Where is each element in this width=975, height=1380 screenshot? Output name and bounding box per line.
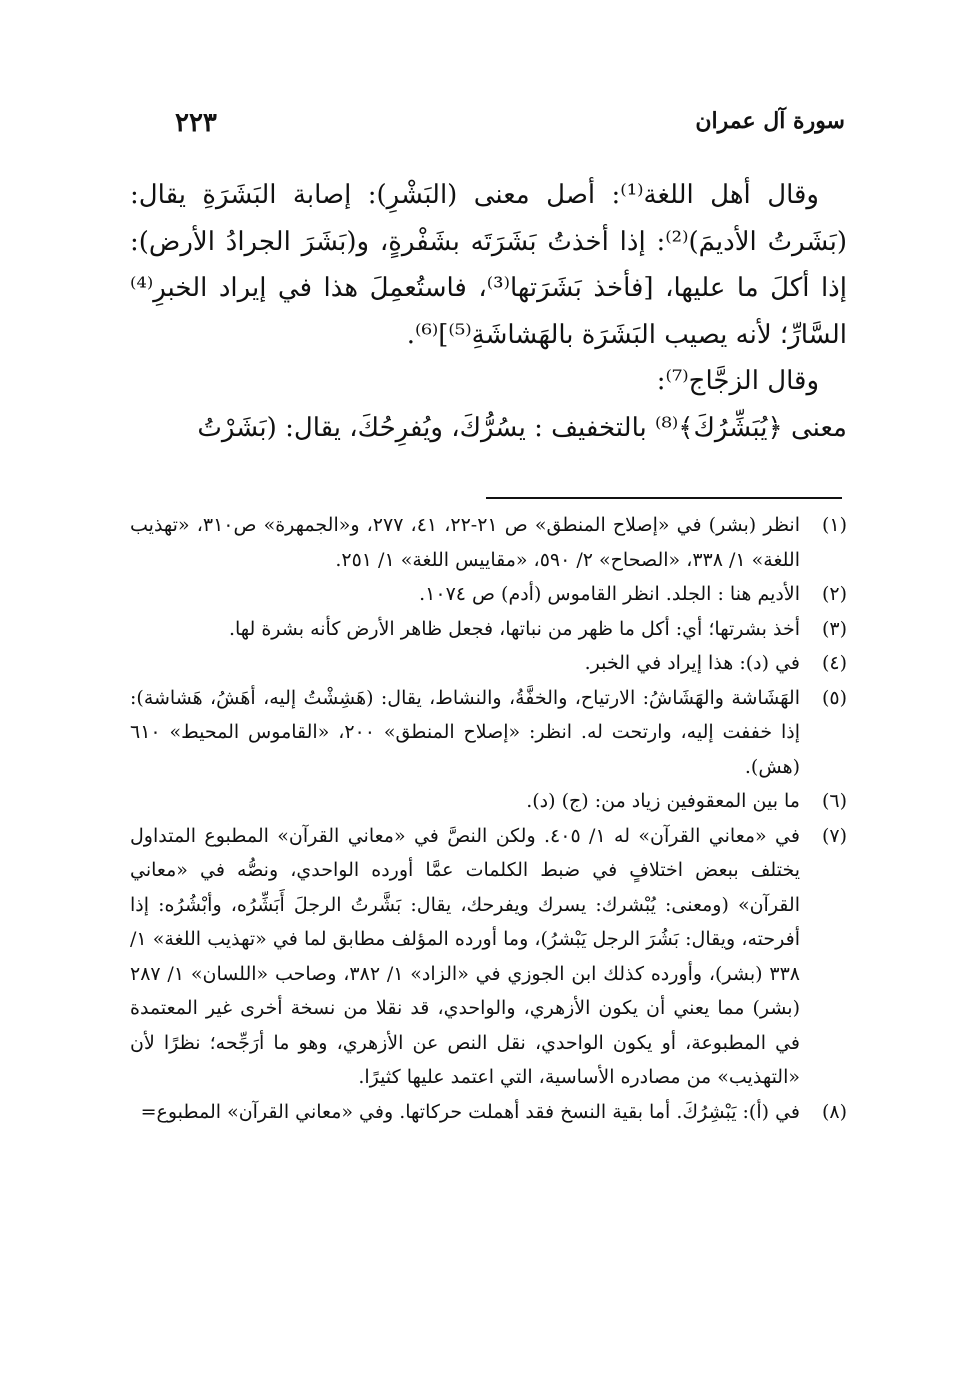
footnote-text: في (أ): يَبْشِرُكَ. أما بقية النسخ فقد أهملت حركاتها. وفي «معاني القرآن» المطبوع= [140,1100,800,1123]
footnote-text: الهَشَاشة والهَشَاشُ: الارتياح، والخفَّةُ، والنشاط، يقال: (هَشِشْتُ إليه، أهَشُ، هَشاشة): إذا خففت إليه، وارتحت له. انظر: «إصلاح المنطق» ٢٠٠، «القاموس المحيط» ٦١٠ (هش). [130,686,800,778]
footnote-number: (٨) [821,1100,847,1123]
footnote-text: انظر (بشر) في «إصلاح المنطق» ص ٢١-٢٢، ٤١، ٢٧٧، و«الجمهرة» ص٣١٠، «تهذيب اللغة» ١/ ٣٣٨، «الصحاح» ٢/ ٥٩٠، «مقاييس اللغة» ١/ ٢٥١. [130,514,800,571]
footnote-number: (٧) [821,824,847,847]
footnote-number: (٣) [821,617,847,640]
main-paragraph: وقال الزجَّاج⁽⁷⁾: [656,366,819,396]
footnote-text: الأديم هنا : الجلد. انظر القاموس (أدم) ص ١٠٧٤. [419,583,800,605]
footnote-text: في (د): هذا إيراد في الخبر. [584,652,800,674]
footnote-divider [486,497,842,499]
surah-title: سورة آل عمران [695,108,845,134]
footnote-number: (١) [821,514,847,536]
footnote [130,681,847,785]
footnotes [130,508,847,1129]
footnote [130,1095,847,1130]
footnote-number: (٢) [821,583,847,605]
footnote-number: (٤) [821,652,847,674]
footnote-number: (٦) [821,790,847,812]
page-header [130,108,845,148]
footnote-text: في «معاني القرآن» له ١/ ٤٠٥. ولكن النصَّ في «معاني القرآن» المطبوع المتداول يختلف ببعض اختلافٍ في ضبط الكلمات عمَّا أورده الواحدي، ونصُّه في «معاني القرآن» (ومعنى: يُبْشرك: يسرك ويفرحك، يقال: بَشَّرتُ الرجلَ أَبَشِّرُه، وأبْشُرُه: إذا أفرحته، ويقال: بَشُرَ الرجل يَبْشرُ)، وما أورده المؤلف مطابق لما في «تهذيب اللغة» ١/ ٣٣٨ (بشر)، وأورده كذلك ابن الجوزي في «الزاد» ١/ ٣٨٢، وصاحب «اللسان» ١/ ٢٨٧ (بشر) مما يعني أن يكون الأزهري، والواحدي، قد نقلا من نسخة أخرى غير المعتمدة في المطبوعة، أو يكون الواحدي، نقل النص عن الأزهري، وهو ما أرَجِّحه؛ نظرًا لأن «التهذيب» من مصادره الأساسية، التي اعتمد عليها كثيرًا. [130,824,800,1088]
footnote [130,819,847,1095]
footnote [130,612,847,647]
footnote [130,508,847,577]
footnote-number: (٥) [821,686,847,709]
footnote-text: ما بين المعقوفين زياد من: (ج) (د). [526,790,800,812]
main-paragraph: وقال أهل اللغة⁽¹⁾: أصل معنى (البَشْرِ): إصابة البَشَرَةِ يقال: (بَشَرتُ الأديمَ)⁽²⁾: إذا أخذتُ بَشَرَتَه بشَفْرةٍ، و(بَشَرَ الجرادُ الأرض): إذا أكلَ ما عليها، [فأخذ بَشَرَتها⁽³⁾، فاستُعمِلَ هذا في إيراد الخبرِ⁽⁴⁾ السَّارِّ؛ لأنه يصيب البَشَرَة بالهَشاشَةِ⁽⁵⁾]⁽⁶⁾. [130,180,847,350]
main-text [130,172,847,451]
footnote [130,784,847,819]
page-number: ٢٢٣ [175,108,217,138]
footnote [130,577,847,612]
footnote [130,646,847,681]
footnote-text: أخذ بشرتها؛ أي: أكل ما ظهر من نباتها، فجعل ظاهر الأرض كأنه بشرة لها. [228,617,800,640]
main-paragraph: معنى ﴿يُبَشِّرُكَ﴾⁽⁸⁾ بالتخفيف : يسُرُّكَ، ويُفرِحُكَ، يقال: (بَشَرْتُ [197,412,847,443]
